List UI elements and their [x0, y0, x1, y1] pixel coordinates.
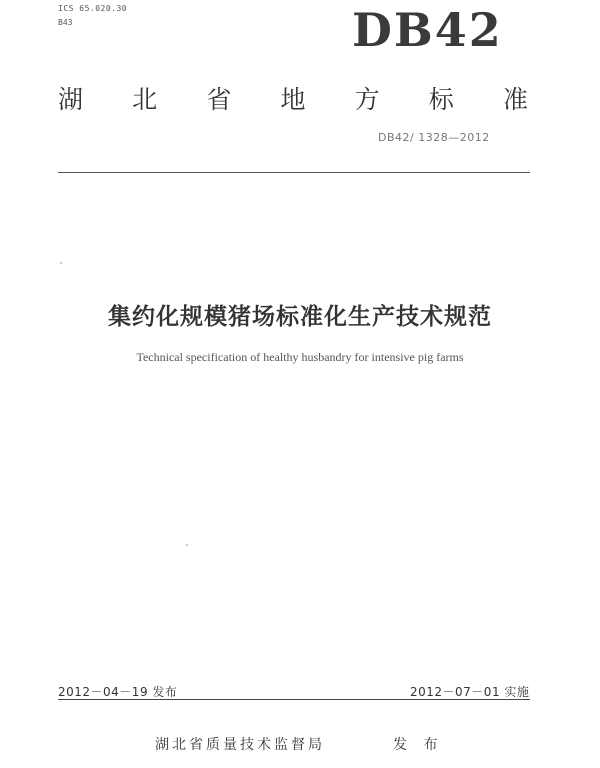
scan-speck — [60, 262, 62, 264]
heading-char: 标 — [428, 85, 454, 114]
issue-date: 2012－04－19 发布 — [58, 685, 178, 699]
bottom-divider — [58, 699, 530, 700]
heading-char: 地 — [280, 85, 306, 114]
standard-heading — [58, 80, 528, 116]
implement-date: 2012－07－01 实施 — [410, 685, 530, 699]
scan-speck — [186, 544, 188, 546]
publisher-name: 湖北省质量技术监督局 — [155, 737, 325, 753]
publish-label: 发 布 — [393, 737, 444, 753]
heading-char: 方 — [354, 85, 380, 114]
heading-char: 北 — [132, 85, 158, 114]
heading-char: 省 — [206, 85, 232, 114]
heading-char: 准 — [502, 85, 528, 114]
classification-code: B43 — [58, 18, 73, 27]
document-title: 集约化规模猪场标准化生产技术规范 — [108, 304, 492, 330]
ics-code: ICS 65.020.30 — [58, 4, 128, 13]
top-divider — [58, 172, 530, 173]
standard-number: DB42/ 1328—2012 — [378, 131, 490, 144]
db42-logo: DB42 — [352, 3, 503, 57]
heading-char: 湖 — [58, 85, 84, 114]
document-subtitle: Technical specification of healthy husbandry for intensive pig farms — [136, 350, 464, 364]
